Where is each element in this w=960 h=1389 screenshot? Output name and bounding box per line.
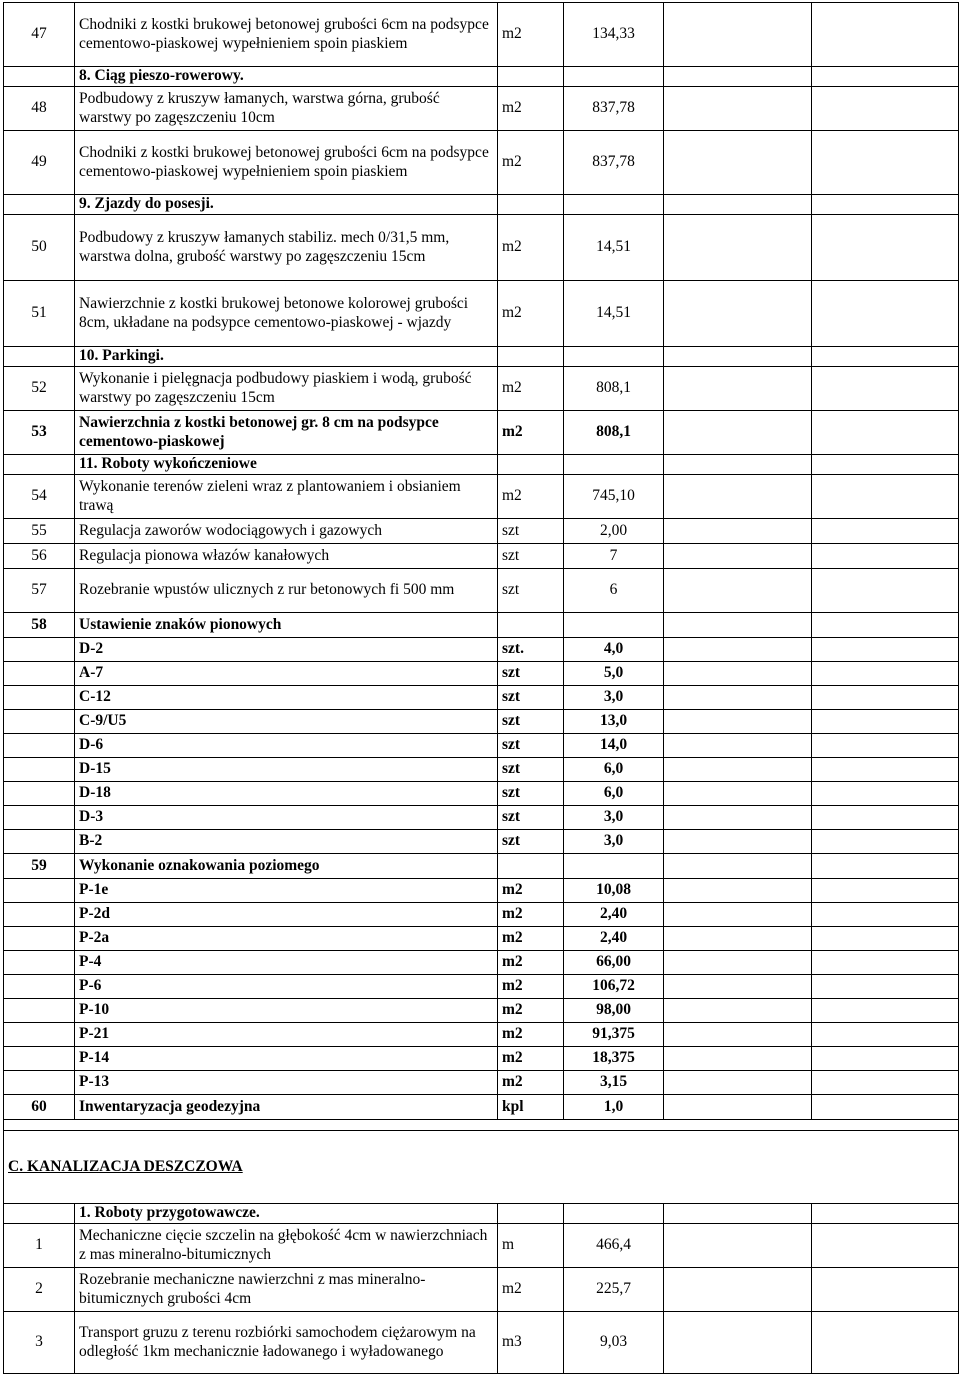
table-row (4, 281, 959, 347)
unit-price-cell (664, 67, 812, 87)
table-row (4, 830, 959, 854)
item-number (4, 999, 75, 1023)
unit-price-cell (664, 1023, 812, 1047)
table-row (4, 131, 959, 195)
item-quantity: 4,0 (564, 638, 664, 662)
item-unit: m3 (498, 1312, 564, 1374)
item-quantity: 5,0 (564, 662, 664, 686)
table-row (4, 975, 959, 999)
item-number: 47 (4, 3, 75, 67)
table-row (4, 854, 959, 879)
unit-price-cell (664, 1047, 812, 1071)
item-quantity: 9,03 (564, 1312, 664, 1374)
item-description: D-18 (75, 782, 498, 806)
item-unit: m2 (498, 927, 564, 951)
item-quantity: 7 (564, 544, 664, 569)
table-row (4, 1071, 959, 1095)
item-description: P-2a (75, 927, 498, 951)
item-number: 48 (4, 87, 75, 131)
item-description: Transport gruzu z terenu rozbiórki samochodem ciężarowym na odległość 1km mechanicznie ładowanego i wyładowanego (75, 1312, 498, 1374)
table-row (4, 1312, 959, 1374)
item-description: P-4 (75, 951, 498, 975)
item-number (4, 662, 75, 686)
item-description: Chodniki z kostki brukowej betonowej grubości 6cm na podsypce cementowo-piaskowej wypełnieniem spoin piaskiem (75, 131, 498, 195)
unit-price-cell (664, 3, 812, 67)
item-quantity: 3,0 (564, 686, 664, 710)
item-quantity: 225,7 (564, 1268, 664, 1312)
item-description: Nawierzchnia z kostki betonowej gr. 8 cm na podsypce cementowo-piaskowej (75, 411, 498, 455)
unit-price-cell (664, 475, 812, 519)
unit-price-cell (664, 1312, 812, 1374)
item-quantity: 6,0 (564, 758, 664, 782)
item-number (4, 879, 75, 903)
unit-price-cell (664, 347, 812, 367)
item-description: Inwentaryzacja geodezyjna (75, 1095, 498, 1120)
item-unit (498, 854, 564, 879)
value-cell (812, 951, 959, 975)
value-cell (812, 1312, 959, 1374)
value-cell (812, 927, 959, 951)
item-description: 9. Zjazdy do posesji. (75, 195, 498, 215)
item-description: C-12 (75, 686, 498, 710)
item-description: Ustawienie znaków pionowych (75, 613, 498, 638)
table-row (4, 475, 959, 519)
unit-price-cell (664, 710, 812, 734)
item-number (4, 347, 75, 367)
section-title: C. KANALIZACJA DESZCZOWA (8, 1157, 243, 1175)
item-unit: szt (498, 662, 564, 686)
table-row (4, 1095, 959, 1120)
item-quantity (564, 1204, 664, 1224)
table-row (4, 195, 959, 215)
cost-estimate-table (3, 2, 959, 1374)
item-number: 3 (4, 1312, 75, 1374)
item-unit: szt (498, 734, 564, 758)
item-quantity: 134,33 (564, 3, 664, 67)
item-description: Wykonanie i pielęgnacja podbudowy piaskiem i wodą, grubość warstwy po zagęszczeniu 15cm (75, 367, 498, 411)
item-quantity: 808,1 (564, 411, 664, 455)
unit-price-cell (664, 455, 812, 475)
item-quantity: 2,40 (564, 927, 664, 951)
item-description: A-7 (75, 662, 498, 686)
table-row (4, 455, 959, 475)
unit-price-cell (664, 215, 812, 281)
item-number: 52 (4, 367, 75, 411)
unit-price-cell (664, 195, 812, 215)
table-row (4, 734, 959, 758)
table-row (4, 67, 959, 87)
item-description: Mechaniczne cięcie szczelin na głębokość 4cm w nawierzchniach z mas mineralno-bitumicznych (75, 1224, 498, 1268)
table-row (4, 347, 959, 367)
item-quantity (564, 455, 664, 475)
unit-price-cell (664, 951, 812, 975)
value-cell (812, 903, 959, 927)
item-unit: m2 (498, 1047, 564, 1071)
table-row (4, 1023, 959, 1047)
value-cell (812, 686, 959, 710)
item-description: P-2d (75, 903, 498, 927)
item-description: Regulacja pionowa włazów kanałowych (75, 544, 498, 569)
table-row (4, 782, 959, 806)
unit-price-cell (664, 613, 812, 638)
item-quantity: 98,00 (564, 999, 664, 1023)
table-row (4, 999, 959, 1023)
unit-price-cell (664, 87, 812, 131)
item-description: D-15 (75, 758, 498, 782)
item-description: 1. Roboty przygotowawcze. (75, 1204, 498, 1224)
item-unit: m2 (498, 1023, 564, 1047)
item-unit: m2 (498, 367, 564, 411)
value-cell (812, 215, 959, 281)
value-cell (812, 195, 959, 215)
item-unit (498, 455, 564, 475)
value-cell (812, 544, 959, 569)
item-description: Nawierzchnie z kostki brukowej betonowe kolorowej grubości 8cm, układane na podsypce cementowo-piaskowej - wjazdy (75, 281, 498, 347)
item-unit: m2 (498, 131, 564, 195)
item-quantity (564, 854, 664, 879)
item-quantity: 14,51 (564, 281, 664, 347)
item-quantity: 3,0 (564, 806, 664, 830)
table-row (4, 638, 959, 662)
item-quantity: 3,15 (564, 1071, 664, 1095)
item-number: 2 (4, 1268, 75, 1312)
item-description: Podbudowy z kruszyw łamanych, warstwa górna, grubość warstwy po zagęszczeniu 10cm (75, 87, 498, 131)
item-description: 8. Ciąg pieszo-rowerowy. (75, 67, 498, 87)
item-unit: szt (498, 710, 564, 734)
item-unit: m2 (498, 87, 564, 131)
unit-price-cell (664, 569, 812, 613)
item-unit: szt (498, 782, 564, 806)
item-number (4, 806, 75, 830)
value-cell (812, 1095, 959, 1120)
table-row (4, 806, 959, 830)
table-row (4, 569, 959, 613)
item-description: Chodniki z kostki brukowej betonowej grubości 6cm na podsypce cementowo-piaskowej wypełnieniem spoin piaskiem (75, 3, 498, 67)
value-cell (812, 1071, 959, 1095)
value-cell (812, 806, 959, 830)
value-cell (812, 367, 959, 411)
item-description: D-6 (75, 734, 498, 758)
item-quantity: 2,00 (564, 519, 664, 544)
table-row (4, 87, 959, 131)
item-number (4, 734, 75, 758)
unit-price-cell (664, 519, 812, 544)
unit-price-cell (664, 1204, 812, 1224)
table-row (4, 927, 959, 951)
table-row (4, 613, 959, 638)
item-unit: szt (498, 519, 564, 544)
table-row (4, 411, 959, 455)
table-row (4, 1268, 959, 1312)
value-cell (812, 411, 959, 455)
item-number: 53 (4, 411, 75, 455)
item-unit: szt (498, 686, 564, 710)
item-description: P-14 (75, 1047, 498, 1071)
value-cell (812, 347, 959, 367)
item-quantity: 106,72 (564, 975, 664, 999)
value-cell (812, 638, 959, 662)
value-cell (812, 1047, 959, 1071)
item-unit (498, 613, 564, 638)
item-unit (498, 67, 564, 87)
table-row (4, 1047, 959, 1071)
value-cell (812, 131, 959, 195)
item-number: 54 (4, 475, 75, 519)
item-unit: szt (498, 569, 564, 613)
spacer-cell (4, 1120, 959, 1131)
unit-price-cell (664, 854, 812, 879)
item-unit: m2 (498, 3, 564, 67)
item-number (4, 903, 75, 927)
item-unit: m2 (498, 1268, 564, 1312)
unit-price-cell (664, 281, 812, 347)
item-quantity (564, 347, 664, 367)
item-quantity: 6,0 (564, 782, 664, 806)
unit-price-cell (664, 830, 812, 854)
item-description: P-13 (75, 1071, 498, 1095)
item-quantity: 91,375 (564, 1023, 664, 1047)
section-heading-cell (4, 1131, 959, 1204)
value-cell (812, 455, 959, 475)
item-quantity (564, 195, 664, 215)
item-quantity: 14,0 (564, 734, 664, 758)
item-quantity (564, 67, 664, 87)
unit-price-cell (664, 999, 812, 1023)
unit-price-cell (664, 131, 812, 195)
table-row (4, 879, 959, 903)
unit-price-cell (664, 879, 812, 903)
unit-price-cell (664, 734, 812, 758)
value-cell (812, 758, 959, 782)
value-cell (812, 3, 959, 67)
item-unit: kpl (498, 1095, 564, 1120)
table-row (4, 710, 959, 734)
value-cell (812, 975, 959, 999)
item-quantity: 10,08 (564, 879, 664, 903)
item-description: B-2 (75, 830, 498, 854)
item-number: 1 (4, 1224, 75, 1268)
value-cell (812, 734, 959, 758)
unit-price-cell (664, 782, 812, 806)
table-row (4, 1224, 959, 1268)
value-cell (812, 710, 959, 734)
table-row (4, 662, 959, 686)
item-description: P-21 (75, 1023, 498, 1047)
item-description: Regulacja zaworów wodociągowych i gazowych (75, 519, 498, 544)
table-row (4, 519, 959, 544)
value-cell (812, 1268, 959, 1312)
table-row (4, 1131, 959, 1204)
item-number (4, 927, 75, 951)
item-number (4, 951, 75, 975)
unit-price-cell (664, 1224, 812, 1268)
value-cell (812, 662, 959, 686)
item-number: 56 (4, 544, 75, 569)
item-number (4, 686, 75, 710)
unit-price-cell (664, 638, 812, 662)
item-number: 50 (4, 215, 75, 281)
item-description: P-1e (75, 879, 498, 903)
unit-price-cell (664, 927, 812, 951)
table-body (4, 3, 959, 1374)
item-unit: m2 (498, 1071, 564, 1095)
item-unit: m (498, 1224, 564, 1268)
unit-price-cell (664, 544, 812, 569)
value-cell (812, 1023, 959, 1047)
item-quantity: 2,40 (564, 903, 664, 927)
table-row (4, 951, 959, 975)
item-description: P-10 (75, 999, 498, 1023)
value-cell (812, 613, 959, 638)
table-row (4, 686, 959, 710)
item-number (4, 782, 75, 806)
item-quantity: 808,1 (564, 367, 664, 411)
item-number (4, 1204, 75, 1224)
item-quantity: 1,0 (564, 1095, 664, 1120)
value-cell (812, 67, 959, 87)
item-number (4, 1023, 75, 1047)
item-number (4, 195, 75, 215)
table-row (4, 367, 959, 411)
item-number (4, 758, 75, 782)
value-cell (812, 475, 959, 519)
value-cell (812, 519, 959, 544)
item-description: Rozebranie wpustów ulicznych z rur betonowych fi 500 mm (75, 569, 498, 613)
item-unit: m2 (498, 903, 564, 927)
item-quantity: 66,00 (564, 951, 664, 975)
table-row (4, 1120, 959, 1131)
item-quantity: 745,10 (564, 475, 664, 519)
table-row (4, 3, 959, 67)
item-quantity: 6 (564, 569, 664, 613)
item-unit: m2 (498, 951, 564, 975)
value-cell (812, 87, 959, 131)
item-unit: m2 (498, 975, 564, 999)
item-number (4, 975, 75, 999)
unit-price-cell (664, 758, 812, 782)
table-row (4, 1204, 959, 1224)
item-number (4, 638, 75, 662)
value-cell (812, 879, 959, 903)
item-number (4, 1047, 75, 1071)
item-quantity: 14,51 (564, 215, 664, 281)
item-description: D-2 (75, 638, 498, 662)
item-description: Podbudowy z kruszyw łamanych stabiliz. mech 0/31,5 mm, warstwa dolna, grubość warstwy po zagęszczeniu 15cm (75, 215, 498, 281)
item-quantity: 3,0 (564, 830, 664, 854)
item-number: 59 (4, 854, 75, 879)
item-number: 57 (4, 569, 75, 613)
item-quantity: 18,375 (564, 1047, 664, 1071)
table-row (4, 903, 959, 927)
item-unit: m2 (498, 281, 564, 347)
item-number (4, 830, 75, 854)
item-description: D-3 (75, 806, 498, 830)
item-unit: szt (498, 806, 564, 830)
item-unit: m2 (498, 879, 564, 903)
unit-price-cell (664, 1071, 812, 1095)
item-number: 58 (4, 613, 75, 638)
item-description: P-6 (75, 975, 498, 999)
value-cell (812, 281, 959, 347)
unit-price-cell (664, 662, 812, 686)
item-quantity: 837,78 (564, 131, 664, 195)
table-row (4, 544, 959, 569)
item-quantity: 837,78 (564, 87, 664, 131)
value-cell (812, 782, 959, 806)
item-quantity: 466,4 (564, 1224, 664, 1268)
item-description: Wykonanie oznakowania poziomego (75, 854, 498, 879)
value-cell (812, 854, 959, 879)
item-number (4, 67, 75, 87)
value-cell (812, 1224, 959, 1268)
item-quantity (564, 613, 664, 638)
item-unit: m2 (498, 475, 564, 519)
item-unit (498, 1204, 564, 1224)
item-unit: szt (498, 758, 564, 782)
unit-price-cell (664, 975, 812, 999)
unit-price-cell (664, 367, 812, 411)
item-unit: m2 (498, 215, 564, 281)
item-unit: szt (498, 544, 564, 569)
value-cell (812, 1204, 959, 1224)
item-number: 55 (4, 519, 75, 544)
item-description: 10. Parkingi. (75, 347, 498, 367)
item-description: 11. Roboty wykończeniowe (75, 455, 498, 475)
item-number (4, 455, 75, 475)
unit-price-cell (664, 1095, 812, 1120)
item-description: Rozebranie mechaniczne nawierzchni z mas mineralno-bitumicznych grubości 4cm (75, 1268, 498, 1312)
item-description: C-9/U5 (75, 710, 498, 734)
item-unit: szt. (498, 638, 564, 662)
item-unit (498, 195, 564, 215)
item-number: 49 (4, 131, 75, 195)
item-quantity: 13,0 (564, 710, 664, 734)
item-number: 60 (4, 1095, 75, 1120)
value-cell (812, 569, 959, 613)
value-cell (812, 999, 959, 1023)
item-unit (498, 347, 564, 367)
item-number (4, 1071, 75, 1095)
item-unit: szt (498, 830, 564, 854)
value-cell (812, 830, 959, 854)
unit-price-cell (664, 903, 812, 927)
table-row (4, 215, 959, 281)
unit-price-cell (664, 411, 812, 455)
item-description: Wykonanie terenów zieleni wraz z plantowaniem i obsianiem trawą (75, 475, 498, 519)
unit-price-cell (664, 686, 812, 710)
table-row (4, 758, 959, 782)
item-unit: m2 (498, 411, 564, 455)
item-number (4, 710, 75, 734)
item-unit: m2 (498, 999, 564, 1023)
item-number: 51 (4, 281, 75, 347)
unit-price-cell (664, 806, 812, 830)
unit-price-cell (664, 1268, 812, 1312)
